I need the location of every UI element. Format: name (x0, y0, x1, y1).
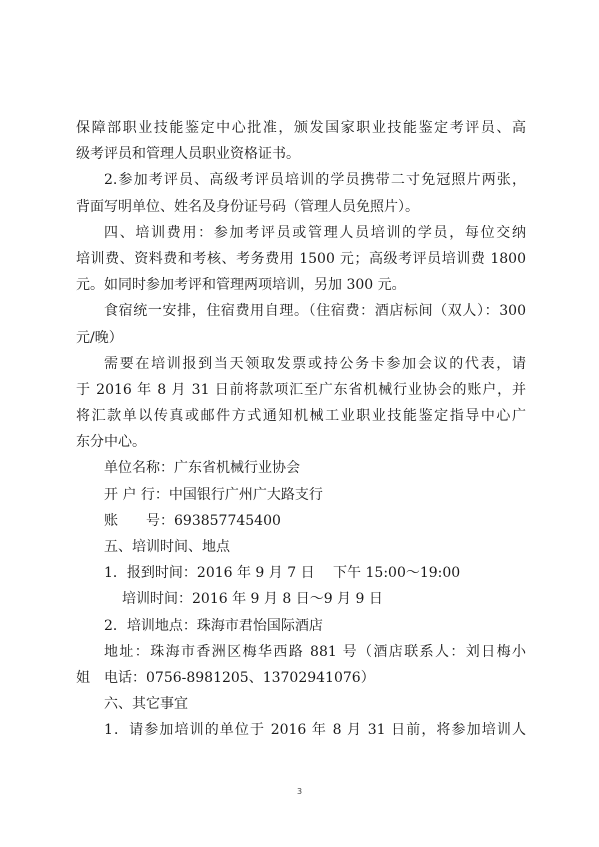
text-line: 六、其它事宜 (104, 696, 188, 713)
text-line: 四、培训费用：参加考评员或管理人员培训的学员，每位交纳 (104, 224, 526, 241)
document-body (76, 115, 526, 744)
text-line: 2.参加考评员、高级考评员培训的学员携带二寸免冠照片两张， (104, 172, 526, 189)
text-line: 账 号：693857745400 (104, 512, 281, 529)
text-line: 1．请参加培训的单位于 2016 年 8 月 31 日前，将参加培训人 (104, 722, 526, 739)
text-line: 将汇款单以传真或邮件方式通知机械工业职业技能鉴定指导中心广 (76, 408, 526, 425)
text-line: 1．报到时间：2016 年 9 月 7 日 下午 15:00～19:00 (104, 565, 461, 582)
text-line: 五、培训时间、地点 (104, 539, 230, 555)
text-line: 需要在培训报到当天领取发票或持公务卡参加会议的代表，请 (104, 355, 526, 372)
text-line: 开 户 行：中国银行广州广大路支行 (104, 486, 323, 503)
page-number: 3 (296, 787, 303, 796)
text-line: 元/晚） (76, 329, 123, 346)
text-line: 培训费、资料费和考核、考务费用 1500 元；高级考评员培训费 1800 (76, 250, 526, 267)
text-line: 东分中心。 (76, 434, 146, 451)
text-line: 保障部职业技能鉴定中心批准，颁发国家职业技能鉴定考评员、高 (76, 120, 526, 136)
text-line: 食宿统一安排，住宿费用自理。（住宿费：酒店标间（双人）：300 (104, 303, 526, 320)
text-line: 姐 电话：0756-8981205、13702941076） (76, 669, 375, 686)
text-line: 于 2016 年 8 月 31 日前将款项汇至广东省机械行业协会的账户，并 (76, 381, 526, 398)
text-line: 培训时间：2016 年 9 月 8 日～9 月 9 日 (122, 591, 383, 608)
text-line: 背面写明单位、姓名及身份证号码（管理人员免照片）。 (76, 198, 419, 215)
text-line: 级考评员和管理人员职业资格证书。 (76, 146, 300, 163)
text-line: 单位名称：广东省机械行业协会 (104, 460, 300, 477)
text-line: 元。如同时参加考评和管理两项培训，另加 300 元。 (76, 277, 406, 294)
text-line: 2．培训地点：珠海市君怡国际酒店 (104, 617, 323, 634)
text-line: 地址：珠海市香洲区梅华西路 881 号（酒店联系人：刘日梅小 (104, 643, 526, 660)
